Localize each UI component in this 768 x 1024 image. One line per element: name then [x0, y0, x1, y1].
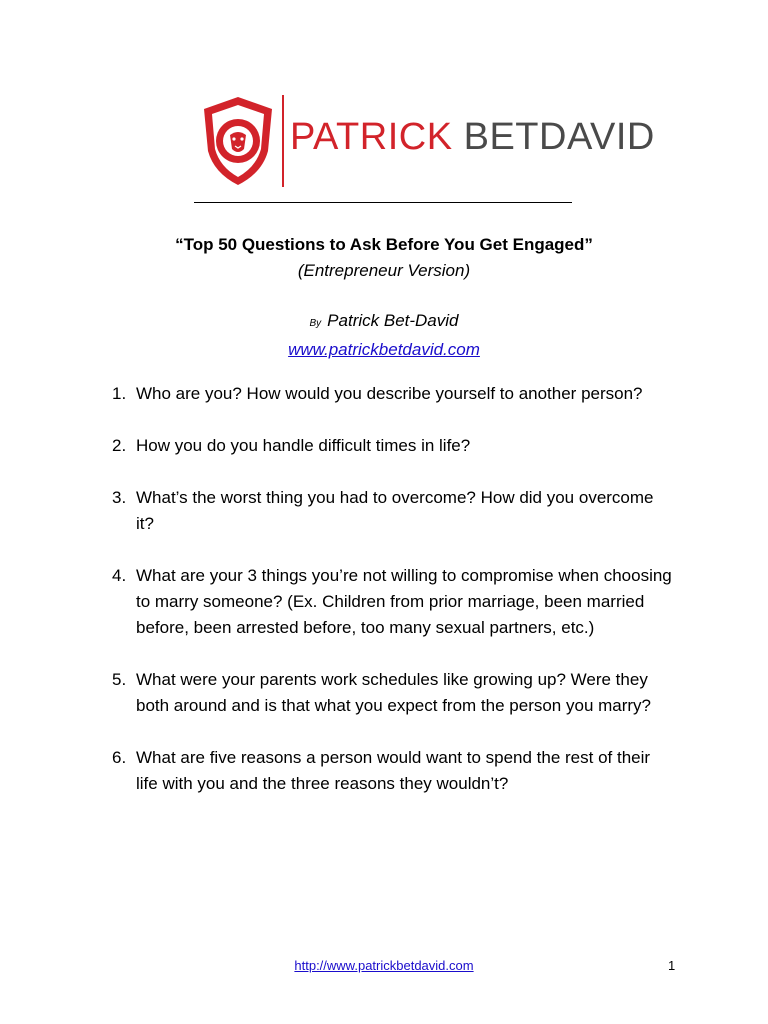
lion-shield-icon: [200, 95, 276, 187]
document-title: “Top 50 Questions to Ask Before You Get Engaged”: [175, 235, 593, 254]
brand-last-name: BETDAVID: [452, 116, 655, 158]
document-subtitle: (Entrepreneur Version): [297, 261, 471, 280]
question-number: 4.: [112, 566, 127, 585]
question-text: What were your parents work schedules like growing up? Were they both around and is that what you expect from the person you marry?: [136, 670, 652, 715]
list-item: [112, 381, 672, 407]
question-text: How you do you handle difficult times in life?: [136, 436, 471, 455]
list-item: [112, 667, 672, 719]
question-number: 3.: [112, 488, 127, 507]
page-number: 1: [668, 958, 676, 973]
question-text: What’s the worst thing you had to overcome? How did you overcome it?: [136, 488, 654, 533]
question-list: [112, 381, 672, 823]
question-text: Who are you? How would you describe yourself to another person?: [136, 384, 643, 403]
question-number: 5.: [112, 670, 127, 689]
footer-link[interactable]: [0, 958, 768, 973]
title-block: [0, 232, 768, 363]
footer-link-text[interactable]: http://www.patrickbetdavid.com: [294, 958, 474, 973]
by-label: By: [309, 318, 322, 329]
brand-wordmark: [290, 113, 655, 161]
question-number: 6.: [112, 748, 127, 767]
byline: [0, 308, 768, 337]
list-item: [112, 563, 672, 641]
question-number: 2.: [112, 436, 127, 455]
question-text: What are five reasons a person would want to spend the rest of their life with you and the three reasons they wouldn’t?: [136, 748, 651, 793]
author-name: Patrick Bet-David: [327, 311, 459, 330]
website-link[interactable]: www.patrickbetdavid.com: [288, 340, 480, 359]
list-item: [112, 433, 672, 459]
question-number: 1.: [112, 384, 127, 403]
question-text: What are your 3 things you’re not willing to compromise when choosing to marry someone? (Ex. Children from prior marriage, been married before, been arrested before, too many sexual partners, etc.): [136, 566, 672, 637]
header-rule: [194, 202, 572, 203]
list-item: [112, 485, 672, 537]
brand-logo: [200, 95, 655, 195]
logo-divider: [282, 95, 284, 187]
brand-first-name: PATRICK: [290, 116, 453, 158]
list-item: [112, 745, 672, 797]
